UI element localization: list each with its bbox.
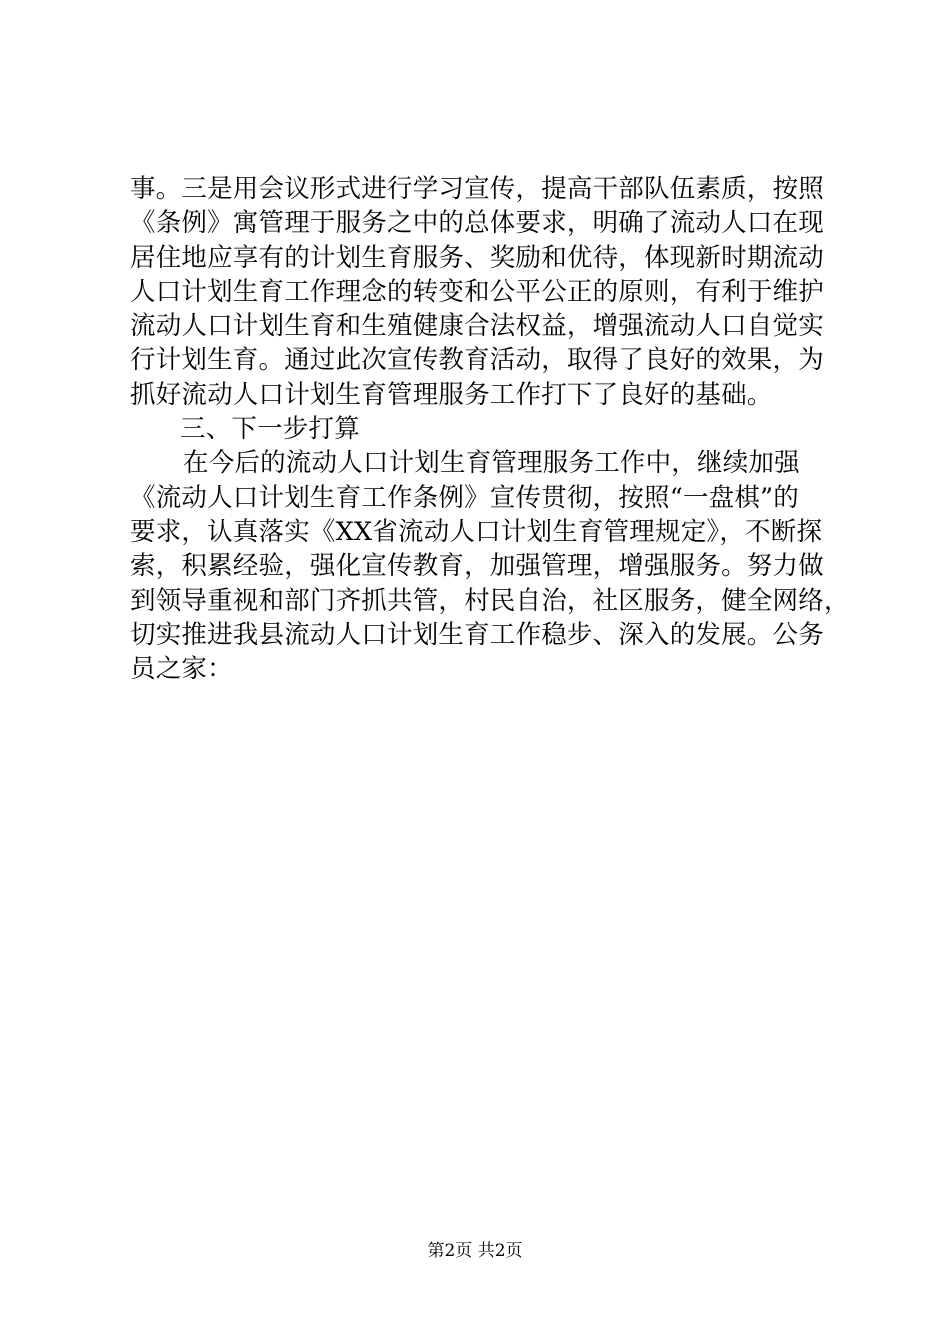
body-line: 到领导重视和部门齐抓共管，村民自治，社区服务，健全网络， xyxy=(130,585,850,616)
body-line: 居住地应享有的计划生育服务、奖励和优待，体现新时期流动 xyxy=(130,242,824,273)
body-line: 在今后的流动人口计划生育管理服务工作中，继续加强 xyxy=(183,448,800,479)
page-number: 第2页 共2页 xyxy=(427,1241,523,1261)
body-line: 员之家： xyxy=(130,654,233,685)
document-body xyxy=(130,172,850,686)
section-heading: 三、下一步打算 xyxy=(180,414,360,445)
body-line: 《流动人口计划生育工作条例》宣传贯彻，按照“一盘棋”的 xyxy=(130,482,799,513)
body-line: 切实推进我县流动人口计划生育工作稳步、深入的发展。公务 xyxy=(130,619,824,650)
page-footer xyxy=(0,1240,950,1262)
body-line: 索，积累经验，强化宣传教育，加强管理，增强服务。努力做 xyxy=(130,551,824,582)
body-line: 流动人口计划生育和生殖健康合法权益，增强流动人口自觉实 xyxy=(130,311,824,342)
body-line: 行计划生育。通过此次宣传教育活动，取得了良好的效果，为 xyxy=(130,345,824,376)
body-line: 抓好流动人口计划生育管理服务工作打下了良好的基础。 xyxy=(130,379,773,410)
body-line: 要求，认真落实《XX省流动人口计划生育管理规定》，不断探 xyxy=(130,516,823,547)
body-line: 事。三是用会议形式进行学习宣传，提高干部队伍素质，按照 xyxy=(130,174,824,204)
body-line: 人口计划生育工作理念的转变和公平公正的原则，有利于维护 xyxy=(130,276,824,307)
body-line: 《条例》寓管理于服务之中的总体要求，明确了流动人口在现 xyxy=(130,208,824,239)
